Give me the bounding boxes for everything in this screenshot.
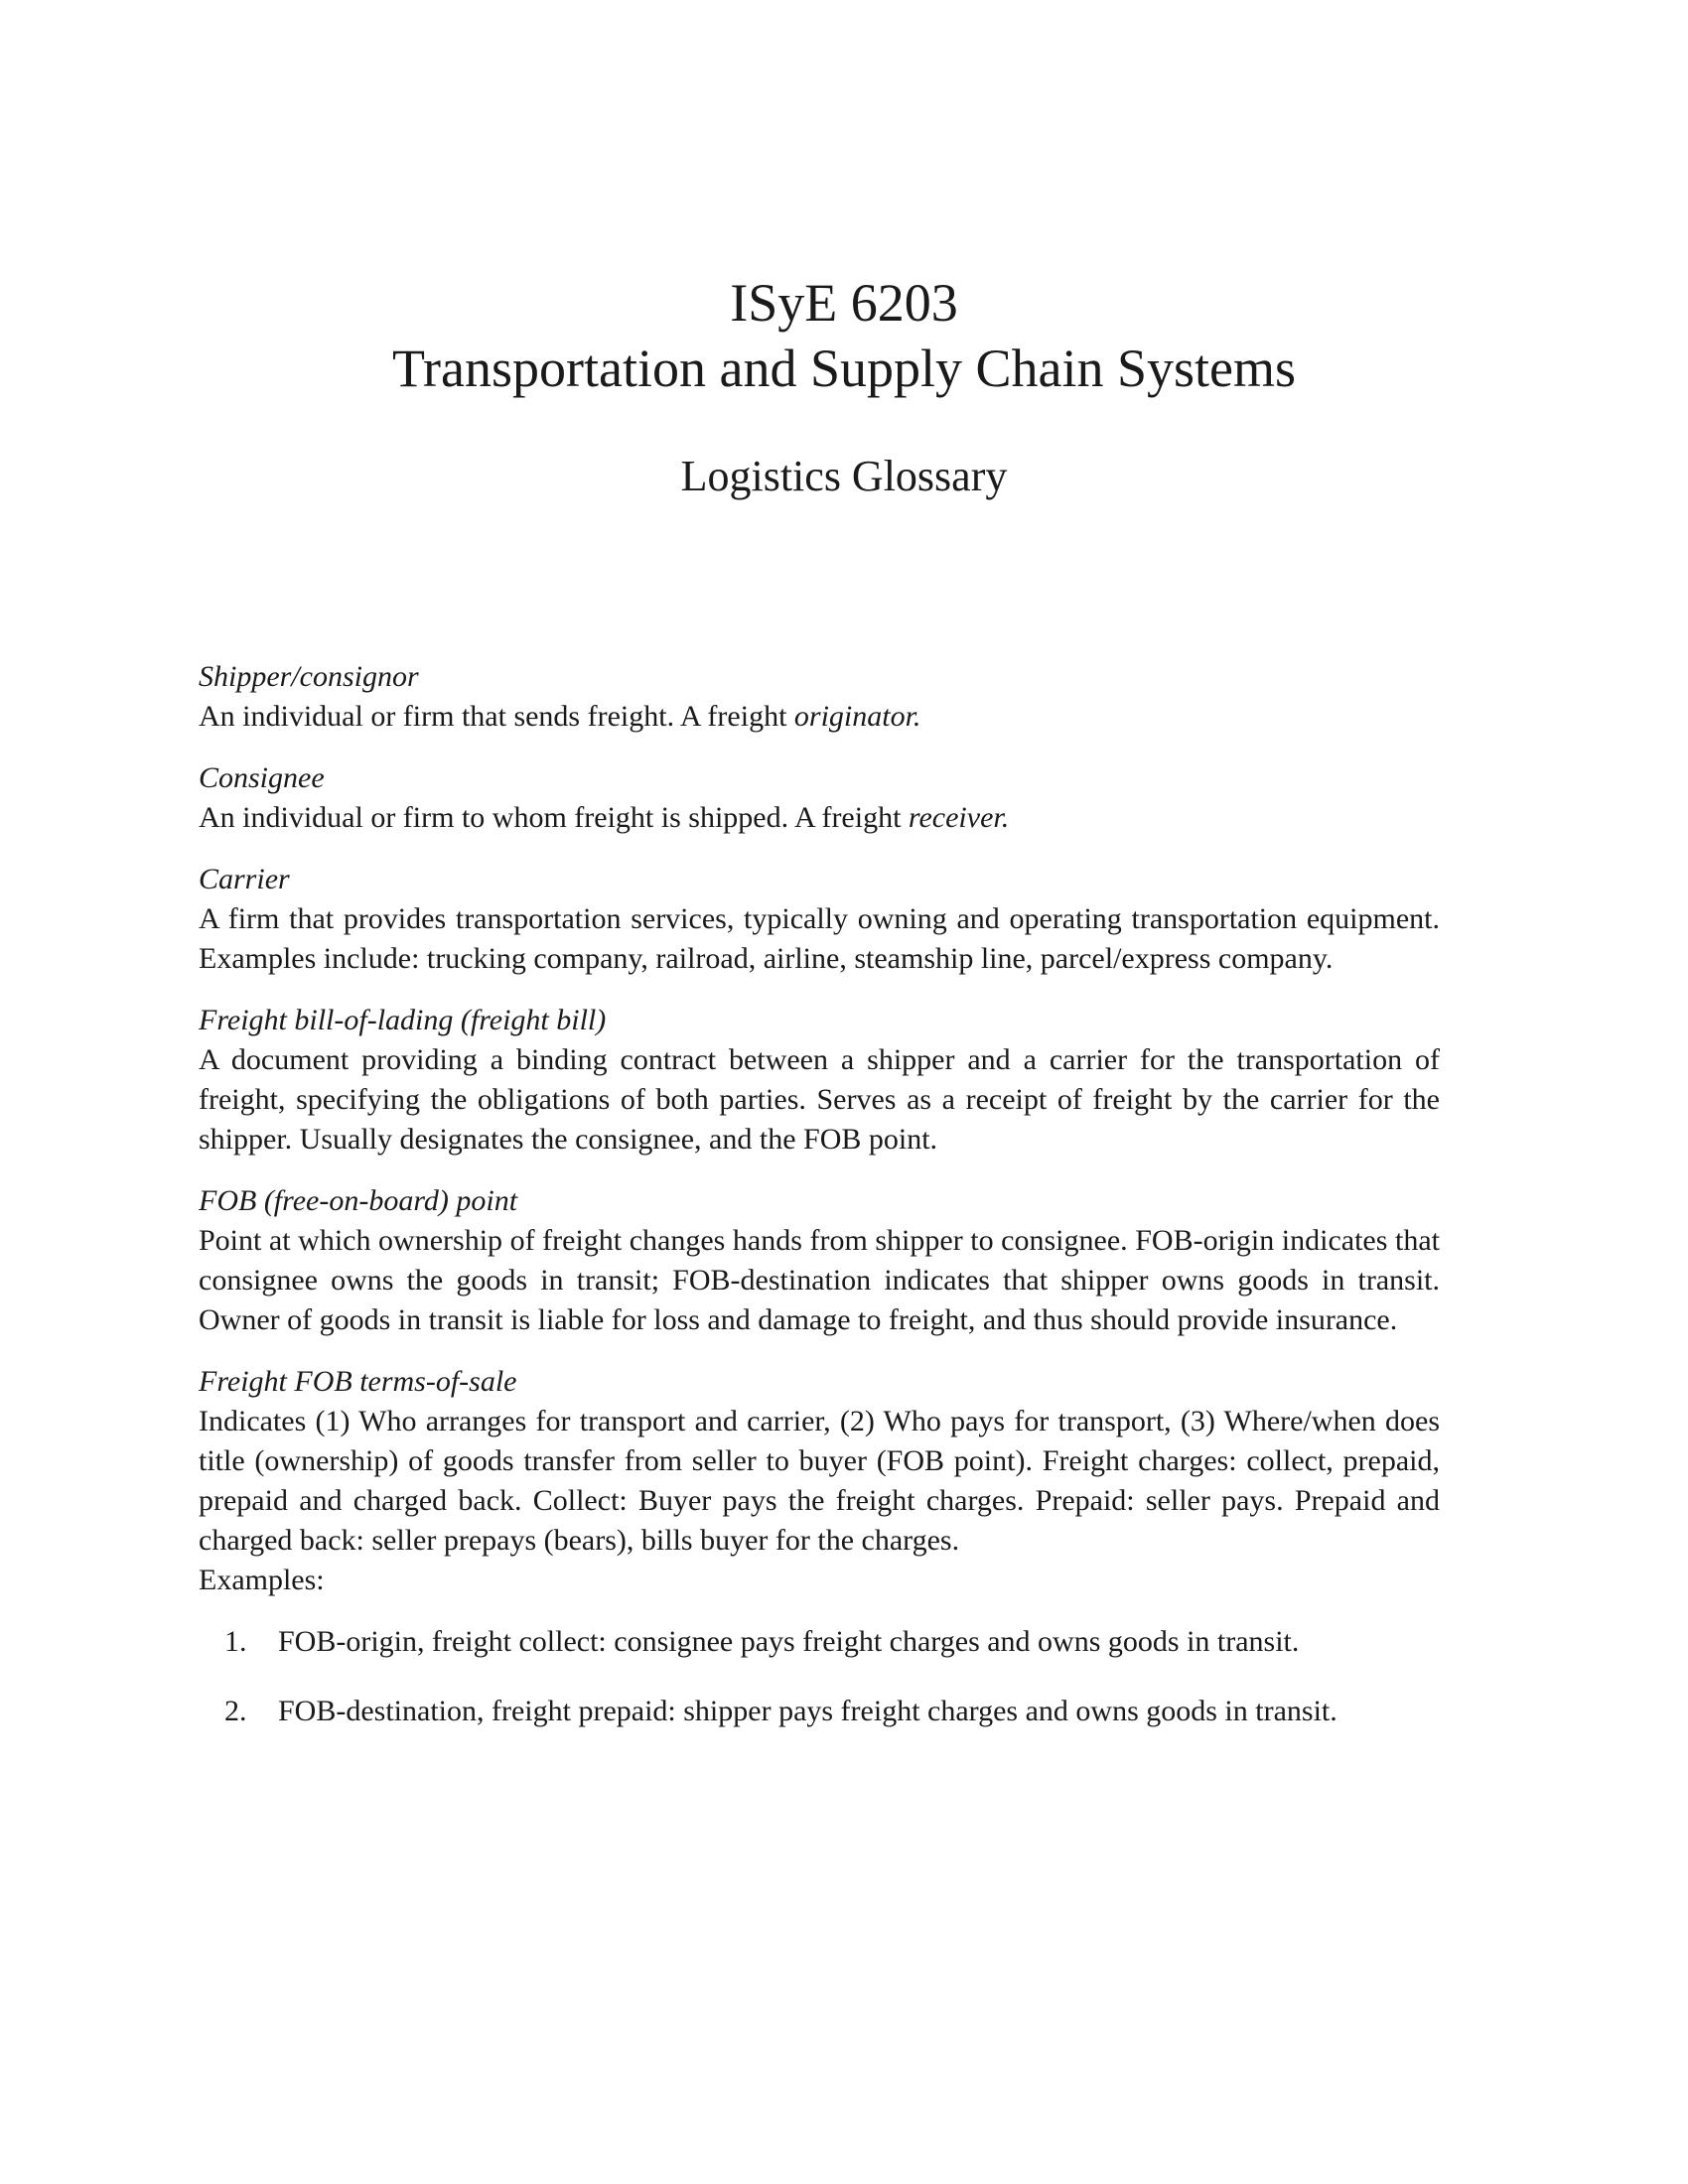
glossary-entry — [199, 657, 1440, 737]
list-item-number: 2. — [224, 1695, 247, 1727]
title-block — [0, 270, 1688, 504]
glossary-definition: Point at which ownership of freight changes hands from shipper to consignee. FOB-origin indicates that consignee owns the goods in transit; FOB-destination indicates that shipper owns goods in transit. Owner of goods in transit is liable for loss and damage to freight, and thus should provide insurance. — [199, 1224, 1440, 1336]
list-item-text: FOB-origin, freight collect: consignee pays freight charges and owns goods in transit. — [278, 1625, 1300, 1658]
examples-label: Examples: — [199, 1564, 325, 1596]
document-title: Logistics Glossary — [680, 452, 1008, 500]
glossary-term: Carrier — [199, 863, 290, 895]
definition-emphasis: receiver. — [908, 801, 1010, 834]
list-item — [199, 1622, 1440, 1662]
course-title: Transportation and Supply Chain Systems — [391, 339, 1297, 398]
glossary-term: FOB (free-on-board) point — [199, 1184, 518, 1217]
list-item — [199, 1692, 1440, 1731]
glossary-entry — [199, 1181, 1440, 1340]
glossary-definition — [199, 798, 1440, 838]
glossary-definition: A firm that provides transportation services, typically owning and operating transportation equipment. Examples include: trucking company, railroad, airline, steamship line, parcel/express company. — [199, 902, 1440, 975]
glossary-entry — [199, 1001, 1440, 1160]
glossary-term: Freight bill-of-lading (freight bill) — [199, 1004, 607, 1036]
glossary-entry — [199, 1362, 1440, 1731]
glossary-entry — [199, 758, 1440, 838]
list-item-number: 1. — [224, 1625, 247, 1658]
course-code: ISyE 6203 — [730, 273, 958, 333]
glossary-definition: A document providing a binding contract between a shipper and a carrier for the transportation of freight, specifying the obligations of both parties. Serves as a receipt of freight by the carrier for the shipper. Usually designates the consignee, and the FOB point. — [199, 1043, 1440, 1156]
examples-list — [199, 1622, 1440, 1731]
definition-text: An individual or firm that sends freight. A freight — [199, 700, 794, 733]
glossary-term: Freight FOB terms-of-sale — [199, 1365, 517, 1398]
list-item-text: FOB-destination, freight prepaid: shipper pays freight charges and owns goods in transit. — [278, 1695, 1337, 1727]
glossary-term: Shipper/consignor — [199, 660, 419, 693]
glossary-entry — [199, 860, 1440, 979]
glossary-definition — [199, 697, 1440, 737]
definition-emphasis: originator. — [793, 700, 921, 733]
glossary-term: Consignee — [199, 761, 325, 794]
definition-text: An individual or firm to whom freight is shipped. A freight — [199, 801, 909, 834]
glossary-body — [199, 657, 1440, 1761]
glossary-definition: Indicates (1) Who arranges for transport and carrier, (2) Who pays for transport, (3) Where/when does title (ownership) of goods transfer from seller to buyer (FOB point). Freight charges: collect, prepaid, prepaid and charged back. Collect: Buyer pays the freight charges. Prepaid: seller pays. Prepaid and charged back: seller prepays (bears), bills buyer for the charges. — [199, 1405, 1440, 1557]
